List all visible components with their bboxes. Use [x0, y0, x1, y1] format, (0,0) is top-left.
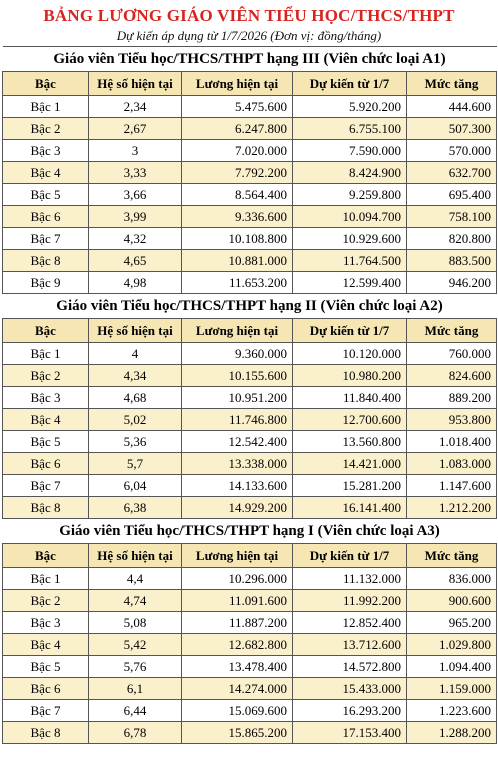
table-row — [3, 96, 497, 118]
cell-luong: 10.951.200 — [182, 387, 293, 409]
cell-hs: 4,74 — [89, 590, 182, 612]
cell-hs: 5,02 — [89, 409, 182, 431]
column-header-luong: Lương hiện tại — [182, 544, 293, 568]
table-row — [3, 272, 497, 294]
column-header-tang: Mức tăng — [407, 319, 497, 343]
cell-dukien: 16.141.400 — [293, 497, 407, 519]
section-title: Giáo viên Tiểu học/THCS/THPT hạng I (Viên chức loại A3) — [3, 519, 497, 544]
cell-tang: 1.223.600 — [407, 700, 497, 722]
salary-table — [2, 46, 497, 744]
cell-luong: 7.020.000 — [182, 140, 293, 162]
cell-tang: 1.212.200 — [407, 497, 497, 519]
cell-dukien: 10.120.000 — [293, 343, 407, 365]
cell-hs: 5,76 — [89, 656, 182, 678]
cell-hs: 5,42 — [89, 634, 182, 656]
cell-tang: 1.083.000 — [407, 453, 497, 475]
cell-luong: 12.542.400 — [182, 431, 293, 453]
table-row — [3, 228, 497, 250]
cell-hs: 3,33 — [89, 162, 182, 184]
cell-hs: 6,78 — [89, 722, 182, 744]
cell-bac: Bậc 3 — [3, 140, 89, 162]
cell-dukien: 11.132.000 — [293, 568, 407, 590]
cell-hs: 4,68 — [89, 387, 182, 409]
cell-bac: Bậc 5 — [3, 656, 89, 678]
cell-bac: Bậc 4 — [3, 162, 89, 184]
table-row — [3, 118, 497, 140]
cell-hs: 3,99 — [89, 206, 182, 228]
cell-bac: Bậc 7 — [3, 700, 89, 722]
page-title: BẢNG LƯƠNG GIÁO VIÊN TIỂU HỌC/THCS/THPT — [43, 6, 455, 25]
cell-dukien: 5.920.200 — [293, 96, 407, 118]
cell-dukien: 17.153.400 — [293, 722, 407, 744]
section-title-row — [3, 294, 497, 319]
cell-hs: 6,38 — [89, 497, 182, 519]
page-subtitle: Dự kiến áp dụng từ 1/7/2026 (Đơn vị: đồng/tháng) — [116, 28, 382, 43]
cell-tang: 900.600 — [407, 590, 497, 612]
table-row — [3, 475, 497, 497]
table-row — [3, 700, 497, 722]
column-header-dukien: Dự kiến từ 1/7 — [293, 544, 407, 568]
table-row — [3, 431, 497, 453]
column-header-bac: Bậc — [3, 544, 89, 568]
cell-hs: 3,66 — [89, 184, 182, 206]
cell-dukien: 12.852.400 — [293, 612, 407, 634]
cell-luong: 10.155.600 — [182, 365, 293, 387]
cell-tang: 1.029.800 — [407, 634, 497, 656]
cell-luong: 15.069.600 — [182, 700, 293, 722]
cell-tang: 836.000 — [407, 568, 497, 590]
table-row — [3, 409, 497, 431]
cell-luong: 5.475.600 — [182, 96, 293, 118]
cell-luong: 6.247.800 — [182, 118, 293, 140]
cell-hs: 3 — [89, 140, 182, 162]
cell-bac: Bậc 6 — [3, 453, 89, 475]
cell-hs: 4,34 — [89, 365, 182, 387]
cell-bac: Bậc 3 — [3, 612, 89, 634]
table-row — [3, 184, 497, 206]
column-header-tang: Mức tăng — [407, 72, 497, 96]
cell-hs: 4,32 — [89, 228, 182, 250]
cell-luong: 14.929.200 — [182, 497, 293, 519]
cell-tang: 758.100 — [407, 206, 497, 228]
cell-luong: 7.792.200 — [182, 162, 293, 184]
cell-luong: 9.360.000 — [182, 343, 293, 365]
cell-luong: 14.274.000 — [182, 678, 293, 700]
cell-dukien: 11.992.200 — [293, 590, 407, 612]
column-header-hs: Hệ số hiện tại — [89, 319, 182, 343]
cell-bac: Bậc 1 — [3, 96, 89, 118]
cell-dukien: 10.980.200 — [293, 365, 407, 387]
cell-tang: 946.200 — [407, 272, 497, 294]
cell-dukien: 10.929.600 — [293, 228, 407, 250]
table-row — [3, 250, 497, 272]
cell-hs: 4 — [89, 343, 182, 365]
cell-luong: 12.682.800 — [182, 634, 293, 656]
cell-luong: 13.338.000 — [182, 453, 293, 475]
cell-tang: 507.300 — [407, 118, 497, 140]
cell-luong: 10.881.000 — [182, 250, 293, 272]
cell-bac: Bậc 6 — [3, 206, 89, 228]
section-title-row — [3, 47, 497, 72]
cell-luong: 14.133.600 — [182, 475, 293, 497]
cell-dukien: 13.560.800 — [293, 431, 407, 453]
cell-bac: Bậc 1 — [3, 568, 89, 590]
cell-dukien: 14.572.800 — [293, 656, 407, 678]
cell-dukien: 12.599.400 — [293, 272, 407, 294]
cell-bac: Bậc 1 — [3, 343, 89, 365]
cell-luong: 11.746.800 — [182, 409, 293, 431]
cell-dukien: 15.433.000 — [293, 678, 407, 700]
cell-dukien: 11.764.500 — [293, 250, 407, 272]
table-row — [3, 206, 497, 228]
cell-bac: Bậc 5 — [3, 184, 89, 206]
cell-luong: 11.091.600 — [182, 590, 293, 612]
section-title-row — [3, 519, 497, 544]
cell-tang: 760.000 — [407, 343, 497, 365]
cell-bac: Bậc 8 — [3, 722, 89, 744]
table-row — [3, 162, 497, 184]
cell-dukien: 12.700.600 — [293, 409, 407, 431]
table-row — [3, 612, 497, 634]
cell-bac: Bậc 7 — [3, 228, 89, 250]
column-header-dukien: Dự kiến từ 1/7 — [293, 319, 407, 343]
cell-tang: 444.600 — [407, 96, 497, 118]
cell-tang: 824.600 — [407, 365, 497, 387]
cell-tang: 570.000 — [407, 140, 497, 162]
table-row — [3, 634, 497, 656]
cell-dukien: 10.094.700 — [293, 206, 407, 228]
cell-luong: 11.887.200 — [182, 612, 293, 634]
cell-bac: Bậc 2 — [3, 118, 89, 140]
cell-dukien: 8.424.900 — [293, 162, 407, 184]
cell-bac: Bậc 2 — [3, 590, 89, 612]
cell-hs: 2,67 — [89, 118, 182, 140]
cell-hs: 4,4 — [89, 568, 182, 590]
cell-tang: 1.159.000 — [407, 678, 497, 700]
cell-hs: 4,65 — [89, 250, 182, 272]
cell-tang: 1.147.600 — [407, 475, 497, 497]
cell-tang: 953.800 — [407, 409, 497, 431]
cell-bac: Bậc 4 — [3, 634, 89, 656]
table-row — [3, 140, 497, 162]
table-row — [3, 497, 497, 519]
cell-tang: 820.800 — [407, 228, 497, 250]
table-row — [3, 678, 497, 700]
cell-hs: 5,08 — [89, 612, 182, 634]
column-header-tang: Mức tăng — [407, 544, 497, 568]
column-header-row — [3, 544, 497, 568]
cell-hs: 2,34 — [89, 96, 182, 118]
cell-hs: 4,98 — [89, 272, 182, 294]
cell-bac: Bậc 7 — [3, 475, 89, 497]
cell-dukien: 7.590.000 — [293, 140, 407, 162]
cell-bac: Bậc 6 — [3, 678, 89, 700]
section-title: Giáo viên Tiểu học/THCS/THPT hạng II (Viên chức loại A2) — [3, 294, 497, 319]
cell-dukien: 15.281.200 — [293, 475, 407, 497]
cell-luong: 8.564.400 — [182, 184, 293, 206]
cell-dukien: 11.840.400 — [293, 387, 407, 409]
table-row — [3, 343, 497, 365]
cell-tang: 889.200 — [407, 387, 497, 409]
cell-luong: 13.478.400 — [182, 656, 293, 678]
cell-hs: 5,36 — [89, 431, 182, 453]
cell-tang: 695.400 — [407, 184, 497, 206]
cell-dukien: 16.293.200 — [293, 700, 407, 722]
cell-luong: 15.865.200 — [182, 722, 293, 744]
column-header-bac: Bậc — [3, 72, 89, 96]
cell-luong: 9.336.600 — [182, 206, 293, 228]
column-header-row — [3, 319, 497, 343]
cell-hs: 6,1 — [89, 678, 182, 700]
cell-bac: Bậc 2 — [3, 365, 89, 387]
column-header-luong: Lương hiện tại — [182, 72, 293, 96]
cell-dukien: 14.421.000 — [293, 453, 407, 475]
table-row — [3, 656, 497, 678]
cell-tang: 1.018.400 — [407, 431, 497, 453]
column-header-hs: Hệ số hiện tại — [89, 544, 182, 568]
table-row — [3, 590, 497, 612]
column-header-hs: Hệ số hiện tại — [89, 72, 182, 96]
column-header-dukien: Dự kiến từ 1/7 — [293, 72, 407, 96]
cell-dukien: 6.755.100 — [293, 118, 407, 140]
column-header-row — [3, 72, 497, 96]
table-row — [3, 453, 497, 475]
cell-tang: 1.288.200 — [407, 722, 497, 744]
cell-hs: 6,04 — [89, 475, 182, 497]
cell-bac: Bậc 3 — [3, 387, 89, 409]
cell-dukien: 9.259.800 — [293, 184, 407, 206]
cell-tang: 883.500 — [407, 250, 497, 272]
table-row — [3, 387, 497, 409]
cell-hs: 6,44 — [89, 700, 182, 722]
cell-hs: 5,7 — [89, 453, 182, 475]
table-row — [3, 365, 497, 387]
cell-bac: Bậc 8 — [3, 497, 89, 519]
cell-tang: 632.700 — [407, 162, 497, 184]
cell-luong: 11.653.200 — [182, 272, 293, 294]
cell-dukien: 13.712.600 — [293, 634, 407, 656]
column-header-bac: Bậc — [3, 319, 89, 343]
section-title: Giáo viên Tiểu học/THCS/THPT hạng III (Viên chức loại A1) — [3, 47, 497, 72]
salary-table-page — [1, 0, 497, 744]
cell-luong: 10.108.800 — [182, 228, 293, 250]
table-row — [3, 568, 497, 590]
table-row — [3, 722, 497, 744]
cell-tang: 965.200 — [407, 612, 497, 634]
cell-bac: Bậc 5 — [3, 431, 89, 453]
cell-bac: Bậc 9 — [3, 272, 89, 294]
column-header-luong: Lương hiện tại — [182, 319, 293, 343]
cell-bac: Bậc 8 — [3, 250, 89, 272]
cell-bac: Bậc 4 — [3, 409, 89, 431]
cell-luong: 10.296.000 — [182, 568, 293, 590]
cell-tang: 1.094.400 — [407, 656, 497, 678]
